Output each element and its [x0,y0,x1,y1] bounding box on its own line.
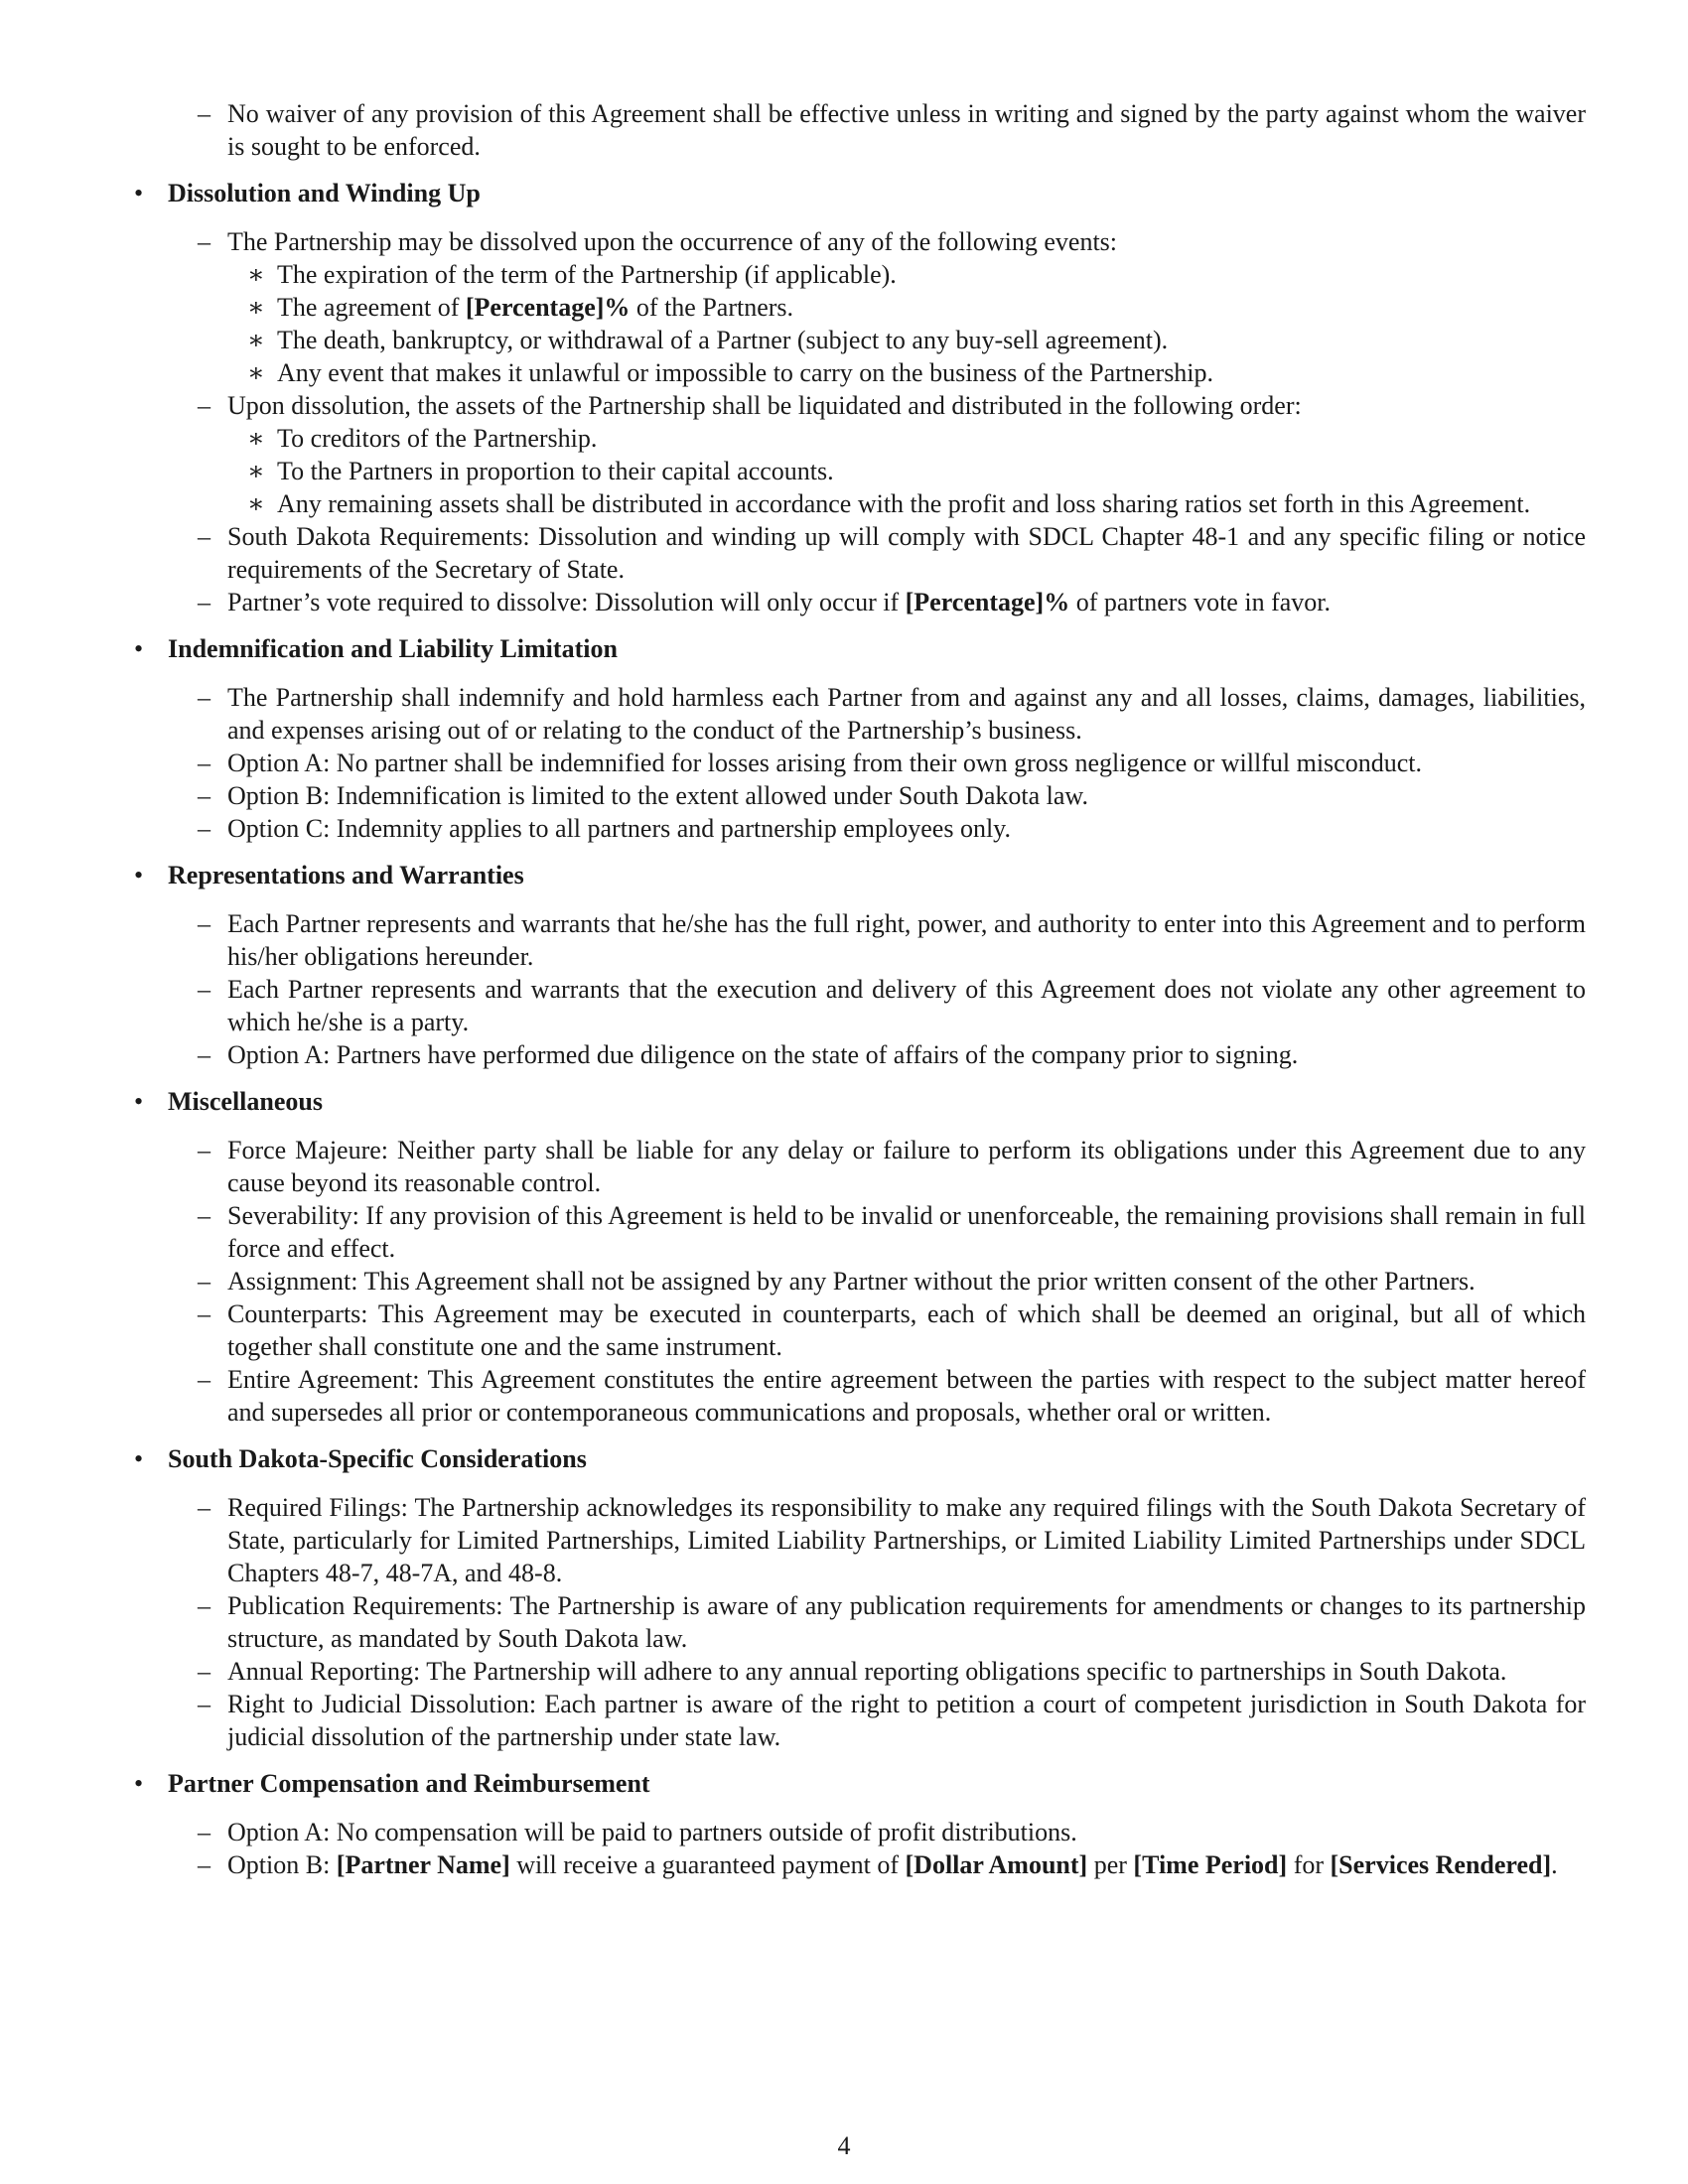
indemnification-item: – Option A: No partner shall be indemnified for losses arising from their own gross negligence or willful misconduct. [134,747,1586,779]
south-dakota-item: – Publication Requirements: The Partnership is aware of any publication requirements for amendments or changes to its partnership structure, as mandated by South Dakota law. [134,1589,1586,1655]
dissolution-event: ∗ Any event that makes it unlawful or impossible to carry on the business of the Partnership. [227,356,1586,389]
section-dissolution [134,177,1586,618]
indemnification-item: – Option B: Indemnification is limited to the extent allowed under South Dakota law. [134,779,1586,812]
section-heading-miscellaneous: • Miscellaneous [134,1085,1586,1118]
compensation-option-a: – Option A: No compensation will be paid to partners outside of profit distributions. [134,1816,1586,1848]
miscellaneous-item: – Entire Agreement: This Agreement constitutes the entire agreement between the parties with respect to the subject matter hereof and supersedes all prior or contemporaneous communications and proposals, whether oral or written. [134,1363,1586,1429]
asset-distribution-step: ∗ To creditors of the Partnership. [227,422,1586,455]
dissolution-list [134,225,1586,618]
indemnification-item: – Option C: Indemnity applies to all partners and partnership employees only. [134,812,1586,845]
dissolution-assets-item [134,389,1586,520]
representation-item: – Each Partner represents and warrants that he/she has the full right, power, and authority to enter into this Agreement and to perform his/her obligations hereunder. [134,907,1586,973]
miscellaneous-item: – Counterparts: This Agreement may be executed in counterparts, each of which shall be deemed an original, but all of which together shall constitute one and the same instrument. [134,1297,1586,1363]
waiver-list [134,97,1586,163]
section-indemnification [134,632,1586,845]
section-heading-dissolution: • Dissolution and Winding Up [134,177,1586,209]
section-representations [134,859,1586,1071]
dissolution-event: ∗ The death, bankruptcy, or withdrawal of a Partner (subject to any buy-sell agreement). [227,324,1586,356]
partner-name-placeholder: [Partner Name] [336,1850,510,1879]
percentage-placeholder: [Percentage]% [905,588,1070,616]
dissolution-events-intro: The Partnership may be dissolved upon the occurrence of any of the following events: [227,227,1118,256]
sd-requirements-item: – South Dakota Requirements: Dissolution and winding up will comply with SDCL Chapter 48-1 and any specific filing or notice requirements of the Secretary of State. [134,520,1586,586]
time-period-placeholder: [Time Period] [1133,1850,1288,1879]
miscellaneous-item: – Force Majeure: Neither party shall be liable for any delay or failure to perform its obligations under this Agreement due to any cause beyond its reasonable control. [134,1134,1586,1199]
asset-distribution-step: ∗ To the Partners in proportion to their capital accounts. [227,455,1586,487]
section-heading-compensation: • Partner Compensation and Reimbursement [134,1767,1586,1800]
vote-text: Partner’s vote required to dissolve: Dissolution will only occur if [227,588,906,616]
services-rendered-placeholder: [Services Rendered] [1330,1850,1552,1879]
dissolution-events-list [227,258,1586,389]
representations-list [134,907,1586,1071]
section-heading-representations: • Representations and Warranties [134,859,1586,891]
dissolution-event: ∗ The expiration of the term of the Partnership (if applicable). [227,258,1586,291]
page-number: 4 [837,2131,851,2160]
option-text: for [1287,1850,1331,1879]
section-heading-indemnification: • Indemnification and Liability Limitation [134,632,1586,665]
section-south-dakota [134,1442,1586,1753]
compensation-option-b [134,1848,1586,1881]
section-miscellaneous [134,1085,1586,1429]
vote-text: of partners vote in favor. [1069,588,1331,616]
dissolution-vote-item [134,586,1586,618]
option-text: . [1551,1850,1558,1879]
waiver-item: – No waiver of any provision of this Agreement shall be effective unless in writing and signed by the party against whom the waiver is sought to be enforced. [134,97,1586,163]
indemnification-item: – The Partnership shall indemnify and hold harmless each Partner from and against any and all losses, claims, damages, liabilities, and expenses arising out of or relating to the conduct of the Partnership’s business. [134,681,1586,747]
indemnification-list [134,681,1586,845]
option-text: per [1087,1850,1134,1879]
asset-distribution-step: ∗ Any remaining assets shall be distributed in accordance with the profit and loss sharing ratios set forth in this Agreement. [227,487,1586,520]
dissolution-event [227,291,1586,324]
miscellaneous-item: – Severability: If any provision of this Agreement is held to be invalid or unenforceable, the remaining provisions shall remain in full force and effect. [134,1199,1586,1265]
south-dakota-list [134,1491,1586,1753]
south-dakota-item: – Annual Reporting: The Partnership will adhere to any annual reporting obligations specific to partnerships in South Dakota. [134,1655,1586,1688]
south-dakota-item: – Right to Judicial Dissolution: Each partner is aware of the right to petition a court of competent jurisdiction in South Dakota for judicial dissolution of the partnership under state law. [134,1688,1586,1753]
dollar-amount-placeholder: [Dollar Amount] [905,1850,1088,1879]
event-text: of the Partners. [630,293,794,322]
page-content [134,97,1586,1881]
dissolution-assets-list [227,422,1586,520]
miscellaneous-item: – Assignment: This Agreement shall not be assigned by any Partner without the prior written consent of the other Partners. [134,1265,1586,1297]
dissolution-events-item [134,225,1586,389]
representation-item: – Option A: Partners have performed due diligence on the state of affairs of the company prior to signing. [134,1038,1586,1071]
section-compensation [134,1767,1586,1881]
option-text: will receive a guaranteed payment of [509,1850,906,1879]
section-heading-south-dakota: • South Dakota-Specific Considerations [134,1442,1586,1475]
event-text: The agreement of [277,293,466,322]
dissolution-assets-intro: Upon dissolution, the assets of the Partnership shall be liquidated and distributed in the following order: [227,391,1302,420]
option-text: Option B: [227,1850,337,1879]
miscellaneous-list [134,1134,1586,1429]
representation-item: – Each Partner represents and warrants that the execution and delivery of this Agreement does not violate any other agreement to which he/she is a party. [134,973,1586,1038]
compensation-list [134,1816,1586,1881]
south-dakota-item: – Required Filings: The Partnership acknowledges its responsibility to make any required filings with the South Dakota Secretary of State, particularly for Limited Partnerships, Limited Liability Partnerships, or Limited Liability Limited Partnerships under SDCL Chapters 48-7, 48-7A, and 48-8. [134,1491,1586,1589]
percentage-placeholder: [Percentage]% [465,293,631,322]
